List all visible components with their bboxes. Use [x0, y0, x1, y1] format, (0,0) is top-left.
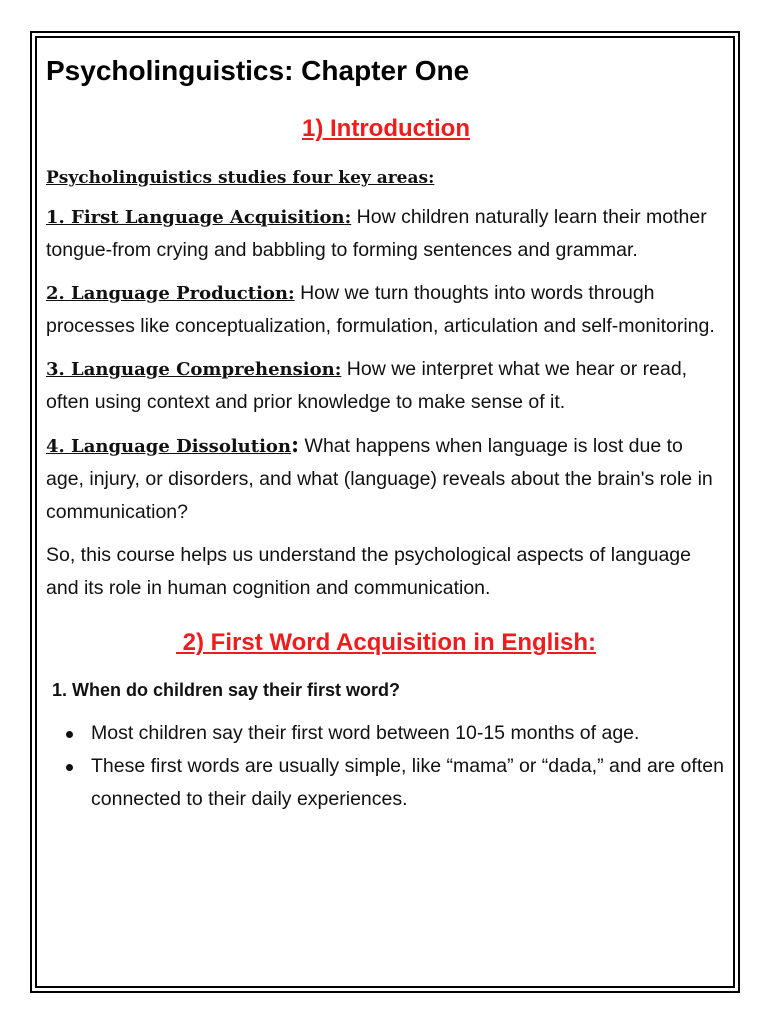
bullet-text: Most children say their first word between 10-15 months of age.	[91, 722, 640, 744]
course-conclusion: So, this course helps us understand the psychological aspects of language and its role in human cognition and communication.	[46, 544, 691, 599]
area-language-dissolution	[46, 429, 726, 529]
area-description: How we turn thoughts into words through processes like conceptualization, formulation, articulation and self-monitoring.	[46, 282, 715, 337]
area-description: How children naturally learn their mother tongue-from crying and babbling to forming sentences and grammar.	[46, 206, 707, 261]
list-item	[66, 750, 726, 816]
bullet-icon	[66, 764, 73, 771]
area-term: 2. Language Production:	[46, 283, 295, 304]
document-title: Psycholinguistics: Chapter One	[46, 55, 470, 86]
area-language-comprehension	[46, 353, 726, 419]
area-language-production	[46, 277, 726, 343]
area-term: 3. Language Comprehension:	[46, 359, 342, 380]
first-word-question: 1. When do children say their first word?	[52, 680, 401, 700]
area-description: What happens when language is lost due to age, injury, or disorders, and what (language) reveals about the brain's role in communication?	[46, 435, 713, 523]
first-word-bullet-list	[46, 717, 726, 816]
area-term: 4. Language Dissolution	[46, 436, 291, 457]
section-heading-first-word-acquisition: 2) First Word Acquisition in English:	[176, 629, 596, 656]
bullet-text: These first words are usually simple, like “mama” or “dada,” and are often connected to their daily experiences.	[91, 755, 724, 810]
area-term-colon: :	[291, 432, 300, 458]
area-description: How we interpret what we hear or read, often using context and prior knowledge to make sense of it.	[46, 358, 688, 413]
bullet-icon	[66, 731, 73, 738]
document-body	[46, 52, 726, 816]
area-term: 1. First Language Acquisition:	[46, 207, 352, 228]
list-item	[66, 717, 726, 750]
area-first-language-acquisition	[46, 201, 726, 267]
key-areas-subheading: Psycholinguistics studies four key areas:	[46, 168, 435, 188]
section-heading-introduction: 1) Introduction	[302, 115, 470, 142]
